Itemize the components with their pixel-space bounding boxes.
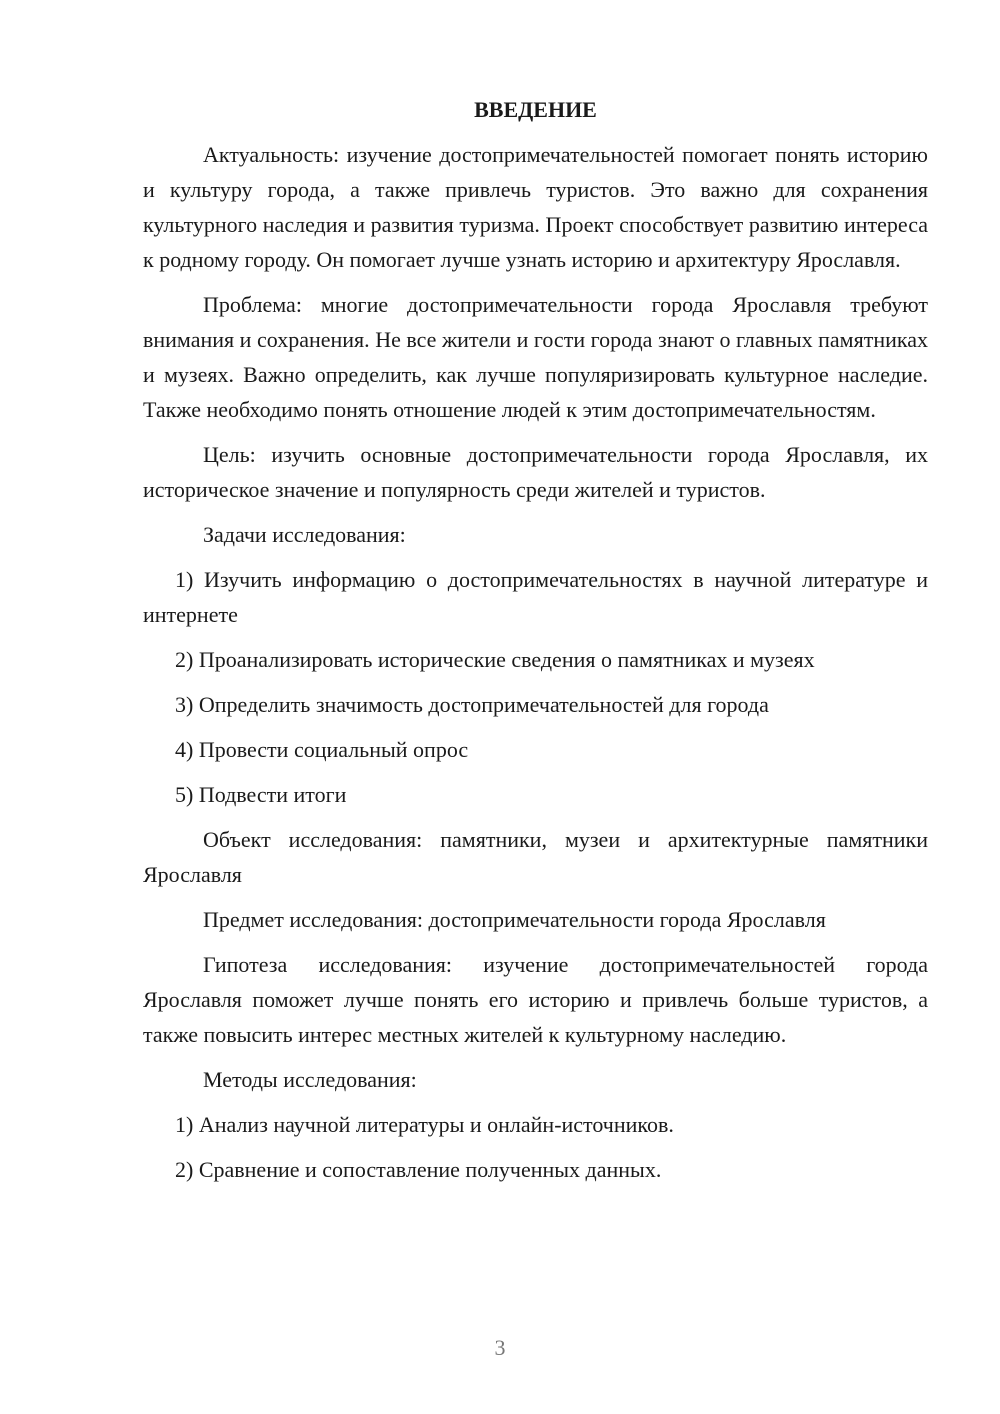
section-title: ВВЕДЕНИЕ [474, 97, 597, 122]
object-paragraph: Объект исследования: памятники, музеи и архитектурные памятники Ярославля [143, 827, 928, 887]
relevance-paragraph: Актуальность: изучение достопримечательностей помогает понять историю и культуру города, а также привлечь туристов. Это важно для сохранения культурного наследия и развития туризма. Проект способствует развитию интереса к родному городу. Он помогает лучше узнать историю и архитектуру Ярославля. [143, 142, 928, 272]
page-number: 3 [494, 1335, 506, 1360]
subject-paragraph: Предмет исследования: достопримечательности города Ярославля [203, 907, 826, 932]
hypothesis-paragraph: Гипотеза исследования: изучение достопримечательностей города Ярославля поможет лучше понять его историю и привлечь больше туристов, а также повысить интерес местных жителей к культурному наследию. [143, 952, 928, 1047]
task-item: 1) Изучить информацию о достопримечательностях в научной литературе и интернете [143, 567, 928, 627]
method-item: 1) Анализ научной литературы и онлайн-источников. [175, 1112, 674, 1137]
methods-heading: Методы исследования: [203, 1067, 417, 1092]
task-item: 2) Проанализировать исторические сведения о памятниках и музеях [175, 647, 815, 672]
tasks-heading: Задачи исследования: [203, 522, 406, 547]
task-item: 4) Провести социальный опрос [175, 737, 469, 762]
problem-paragraph: Проблема: многие достопримечательности города Ярославля требуют внимания и сохранения. Не все жители и гости города знают о главных памятниках и музеях. Важно определить, как лучше популяризировать культурное наследие. Также необходимо понять отношение людей к этим достопримечательностям. [143, 292, 928, 422]
page-content [143, 95, 928, 1197]
task-item: 3) Определить значимость достопримечательностей для города [175, 692, 769, 717]
task-item: 5) Подвести итоги [175, 782, 347, 807]
goal-paragraph: Цель: изучить основные достопримечательности города Ярославля, их историческое значение и популярность среди жителей и туристов. [143, 442, 928, 502]
method-item: 2) Сравнение и сопоставление полученных данных. [175, 1157, 662, 1182]
